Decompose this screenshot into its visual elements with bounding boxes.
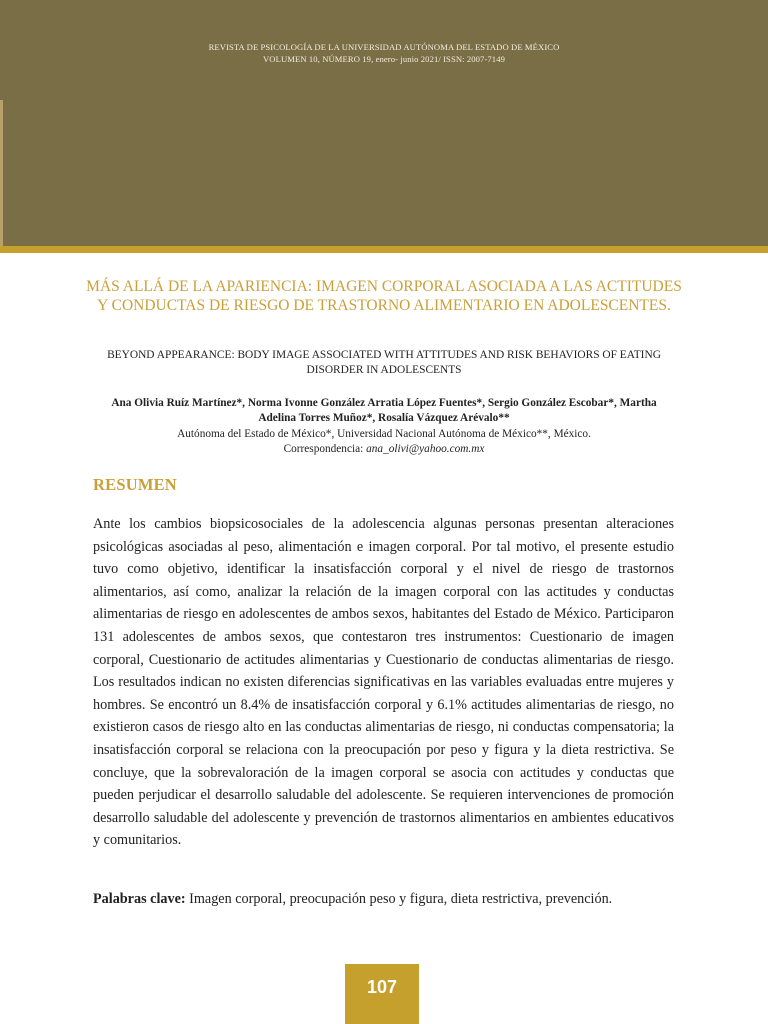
author-affiliation: Autónoma del Estado de México*, Universidad Nacional Autónoma de México**, México. xyxy=(177,428,591,440)
correspondence-line xyxy=(60,442,708,456)
article-title-english: BEYOND APPEARANCE: BODY IMAGE ASSOCIATED WITH ATTITUDES AND RISK BEHAVIORS OF EATING DISORDER IN ADOLESCENTS xyxy=(107,349,661,376)
header-edge-accent xyxy=(0,100,3,246)
keywords-line xyxy=(93,888,683,910)
article-title-spanish: MÁS ALLÁ DE LA APARIENCIA: IMAGEN CORPORAL ASOCIADA A LAS ACTITUDES Y CONDUCTAS DE RIESGO DE TRASTORNO ALIMENTARIO EN ADOLESCENTES. xyxy=(86,278,682,314)
author-list: Ana Olivia Ruíz Martínez*, Norma Ivonne González Arratia López Fuentes*, Sergio González Escobar*, Martha Adelina Torres Muñoz*, Rosalía Vázquez Arévalo** xyxy=(111,397,657,424)
keywords-label: Palabras clave: xyxy=(93,891,186,907)
page-number: 107 xyxy=(366,977,398,997)
abstract-text: Ante los cambios biopsicosociales de la adolescencia algunas personas presentan alteraciones psicológicas asociadas al peso, alimentación e imagen corporal. Por tal motivo, el presente estudio tuvo como objetivo, identificar la insatisfacción corporal y el nivel de riesgo de trastornos alimentarios, así como, analizar la relación de la imagen corporal con las actitudes y conductas alimentarias de riesgo en adolescentes de ambos sexos, habitantes del Estado de México. Participaron 131 adolescentes de ambos sexos, que contestaron tres instrumentos: Cuestionario de imagen corporal, Cuestionario de actitudes alimentarias y Cuestionario de conductas alimentarias de riesgo. Los resultados indican no existen diferencias significativas en las variables evaluadas entre mujeres y hombres. Se encontró un 8.4% de insatisfacción corporal y 6.1% actitudes alimentarias de riesgo, no existieron casos de riesgo alto en las conductas alimentarias de riesgo, ni conductas compensatoria; la insatisfacción corporal se relaciona con la preocupación por peso y figura y la dieta restrictiva. Se concluye, que la sobrevaloración de la imagen corporal se asocia con actitudes y conductas que pueden perjudicar el desarrollo saludable del adolescente. Se requieren intervenciones de promoción desarrollo saludable del adolescente y prevención de trastornos alimentarios en ambientes educativos y comunitarios. xyxy=(93,516,674,849)
keywords-list: Imagen corporal, preocupación peso y figura, dieta restrictiva, prevención. xyxy=(185,891,613,907)
correspondence-label: Correspondencia: xyxy=(283,443,367,455)
page-number-box xyxy=(345,964,419,1024)
journal-header-band xyxy=(0,0,768,246)
correspondence-email: ana_olivi@yahoo.com.mx xyxy=(366,443,485,455)
header-divider-line xyxy=(0,246,768,253)
journal-name: REVISTA DE PSICOLOGÍA DE LA UNIVERSIDAD AUTÓNOMA DEL ESTADO DE MÉXICO xyxy=(208,42,560,52)
abstract-heading: RESUMEN xyxy=(93,475,177,494)
journal-volume-info: VOLUMEN 10, NÚMERO 19, enero- junio 2021/ ISSN: 2007-7149 xyxy=(262,54,505,64)
